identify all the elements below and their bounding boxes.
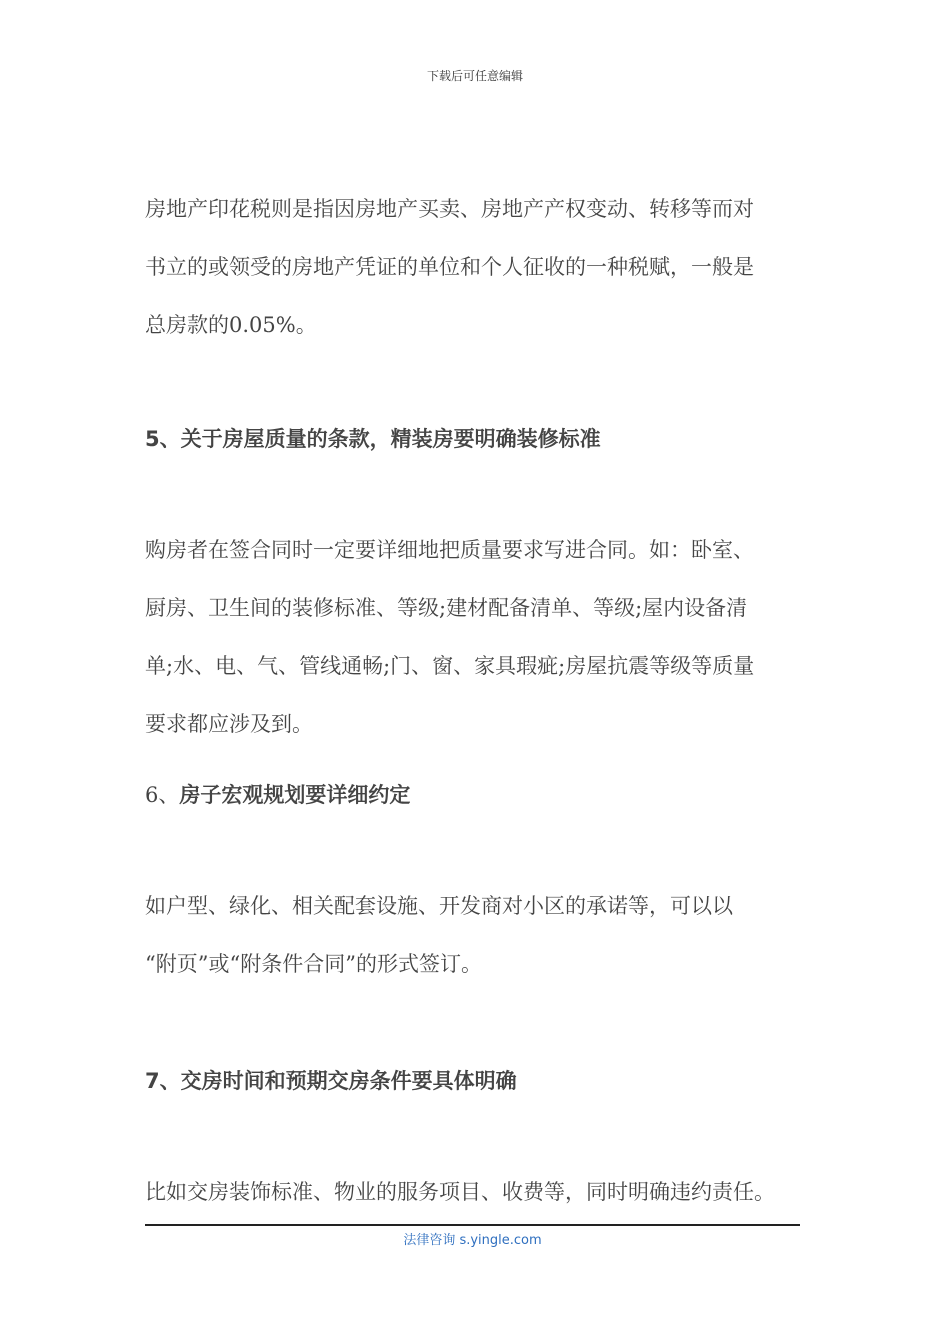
footer-divider xyxy=(145,1224,800,1226)
paragraph-line: 房地产印花税则是指因房地产买卖、房地产产权变动、转移等而对 xyxy=(145,197,754,221)
section-heading-6-text: 房子宏观规划要详细约定 xyxy=(179,783,411,807)
paragraph-delivery xyxy=(145,1163,825,1221)
paragraph-line: 总房款的0.05%。 xyxy=(145,313,317,337)
paragraph-line: “附页”或“附条件合同”的形式签订。 xyxy=(145,952,482,976)
paragraph-line: 购房者在签合同时一定要详细地把质量要求写进合同。如：卧室、 xyxy=(145,538,754,562)
paragraph-line: 要求都应涉及到。 xyxy=(145,712,313,736)
paragraph-line: 单;水、电、气、管线通畅;门、窗、家具瑕疵;房屋抗震等级等质量 xyxy=(145,654,755,678)
paragraph-line: 书立的或领受的房地产凭证的单位和个人征收的一种税赋，一般是 xyxy=(145,255,754,279)
section-heading-6 xyxy=(145,779,825,809)
section-heading-7: 7、交房时间和预期交房条件要具体明确 xyxy=(145,1069,517,1093)
section-heading-6-number: 6、 xyxy=(145,783,180,807)
paragraph-planning xyxy=(145,877,825,993)
paragraph-line: 厨房、卫生间的装修标准、等级;建材配备清单、等级;屋内设备清 xyxy=(145,596,748,620)
section-heading-5: 5、关于房屋质量的条款，精装房要明确装修标准 xyxy=(145,427,601,451)
paragraph-line: 比如交房装饰标准、物业的服务项目、收费等，同时明确违约责任。 xyxy=(145,1180,775,1204)
header-note: 下载后可任意编辑 xyxy=(426,69,523,83)
paragraph-stamp-tax xyxy=(145,180,825,354)
paragraph-quality xyxy=(145,521,825,753)
paragraph-line: 如户型、绿化、相关配套设施、开发商对小区的承诺等，可以以 xyxy=(145,894,733,918)
footer-link[interactable]: 法律咨询 s.yingle.com xyxy=(403,1233,542,1248)
